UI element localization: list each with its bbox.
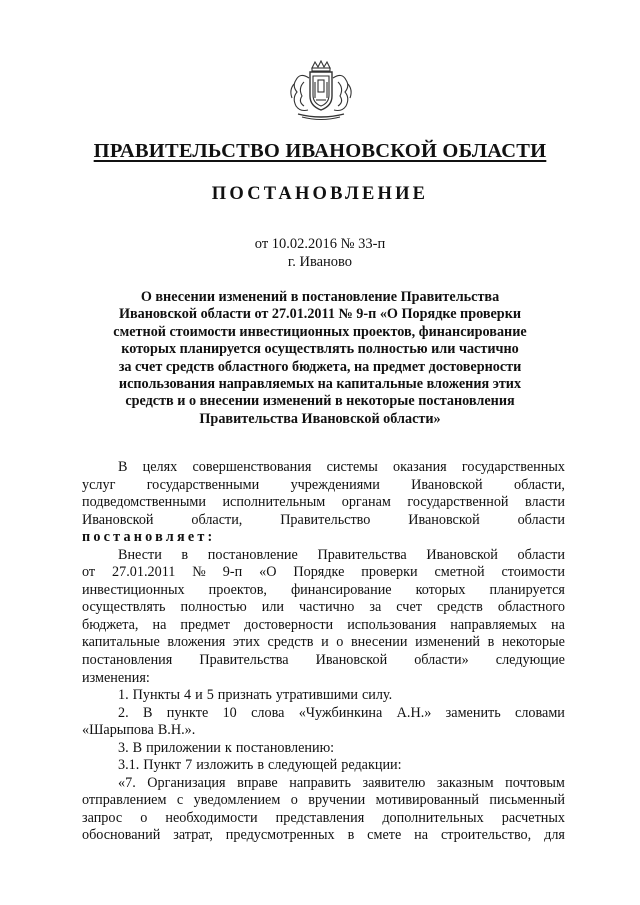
word: постановления — [82, 652, 173, 669]
body-line — [82, 547, 565, 565]
body-line — [82, 512, 565, 530]
word: Ивановской — [411, 476, 483, 493]
word: 9-п — [222, 564, 243, 581]
word: предмет — [180, 616, 230, 633]
word: № — [192, 564, 206, 581]
body-line — [82, 634, 565, 652]
word: А.Н.» — [396, 704, 432, 721]
word: силу. — [361, 687, 393, 704]
subject-line: средств и о внесении изменений в некоторые постановления — [125, 393, 515, 410]
word: Внести — [118, 546, 162, 563]
word: изменений — [415, 634, 481, 651]
word: 5 — [206, 687, 214, 704]
subject-line: Ивановской области от 27.01.2011 № 9-п «О Порядке проверки — [118, 306, 522, 323]
document-subject — [60, 289, 580, 428]
word: Пункты — [132, 687, 181, 704]
word: о — [290, 792, 298, 809]
government-title: ПРАВИТЕЛЬСТВО ИВАНОВСКОЙ ОБЛАСТИ — [93, 140, 547, 162]
word: за — [369, 599, 382, 616]
word: смете — [367, 827, 402, 844]
word: В — [132, 739, 143, 756]
word: 7 — [185, 757, 193, 774]
body-line — [82, 652, 565, 670]
word: Правительство — [280, 511, 371, 528]
body-line — [82, 599, 565, 617]
word: постановлению: — [235, 739, 335, 756]
word: заказным — [436, 774, 494, 791]
word: области» — [414, 652, 469, 669]
word: области, — [513, 476, 565, 493]
word: власти — [525, 494, 565, 511]
word: инвестиционных — [82, 581, 185, 598]
body-line — [82, 705, 565, 723]
word: 3.1. — [118, 757, 140, 774]
word: государственных — [461, 459, 565, 475]
document-date-number: от 10.02.2016 № 33-п — [254, 236, 386, 252]
subject-line: сметной стоимости инвестиционных проектов, финансирование — [113, 323, 527, 340]
word: на — [551, 616, 565, 633]
word: счет — [396, 599, 422, 616]
word: мотивированный — [375, 792, 479, 809]
word: исполнительным — [222, 494, 326, 511]
word: словами — [515, 704, 565, 721]
word: пункте — [166, 704, 209, 721]
word: планируется — [489, 581, 565, 598]
word: В — [118, 459, 128, 475]
body-line — [82, 564, 565, 582]
word: средств — [267, 634, 314, 651]
word: органам — [341, 494, 391, 511]
word: «Чужбинкина — [298, 704, 383, 721]
word: В — [142, 704, 153, 721]
body-line — [82, 617, 565, 635]
word: государственной — [407, 494, 509, 511]
word: затрат, — [173, 827, 213, 844]
word: предусмотренных — [225, 827, 335, 844]
word: и — [321, 634, 329, 651]
body-line — [82, 757, 565, 775]
word: заявителю — [362, 774, 426, 791]
word: следующие — [495, 652, 565, 669]
word: этих — [232, 634, 260, 651]
word: достоверности — [243, 616, 334, 633]
word: Порядке — [293, 564, 345, 581]
body-line — [82, 494, 565, 512]
word: обоснований — [82, 827, 161, 844]
word: стоимости — [501, 564, 565, 581]
word: слова — [251, 704, 285, 721]
body-line — [82, 477, 565, 495]
word: с — [176, 792, 184, 809]
word: капитальные — [82, 634, 160, 651]
document-type: ПОСТАНОВЛЕНИЕ — [211, 184, 429, 204]
body-line — [82, 670, 565, 688]
word: учреждениями — [290, 476, 380, 493]
body-line — [82, 810, 565, 828]
ivanovo-coat-of-arms-icon — [286, 60, 356, 122]
word: дополнительных — [382, 809, 484, 826]
word: изложить — [196, 757, 254, 774]
word: финансирование — [290, 581, 392, 598]
word: в — [347, 827, 355, 844]
word: почтовым — [505, 774, 565, 791]
word: и — [195, 687, 203, 704]
word: 1. — [118, 687, 129, 704]
word: внесении — [350, 634, 408, 651]
body-line — [82, 740, 565, 758]
word: 10 — [222, 704, 237, 721]
word: вправе — [237, 774, 278, 791]
word: следующей — [268, 757, 338, 774]
word: Пункт — [143, 757, 182, 774]
word: проектов, — [208, 581, 267, 598]
word: о — [140, 809, 148, 826]
body-line — [82, 459, 565, 477]
word: оказания — [393, 459, 447, 475]
word: проверки — [361, 564, 418, 581]
word: расчетных — [501, 809, 565, 826]
word: системы — [326, 459, 378, 475]
word: области — [517, 546, 565, 563]
word: полностью — [180, 599, 247, 616]
word: запрос — [82, 809, 123, 826]
word: некоторые — [501, 634, 565, 651]
word: представления — [275, 809, 365, 826]
word: области — [517, 511, 565, 528]
word: направляемых — [450, 616, 538, 633]
word: Ивановской — [315, 652, 388, 669]
word: сметной — [434, 564, 485, 581]
body-line — [82, 792, 565, 810]
body-line — [82, 827, 565, 845]
word: 2. — [118, 704, 129, 721]
word: «О — [259, 564, 277, 581]
word: Организация — [147, 774, 226, 791]
word: приложении — [146, 739, 221, 756]
subject-line: которых планируется осуществлять полностью или частично — [121, 341, 519, 358]
word: областного — [497, 599, 565, 616]
word: совершенствования — [192, 459, 312, 475]
word: области, — [191, 511, 243, 528]
word: Ивановской — [426, 546, 498, 563]
word: «7. — [118, 774, 136, 791]
word: уведомлением — [193, 792, 281, 809]
word: 27.01.2011 — [112, 564, 176, 581]
body-line — [82, 582, 565, 600]
word: письменный — [489, 792, 565, 809]
word: изменения: — [82, 669, 150, 686]
body-line — [82, 775, 565, 793]
word: Правительства — [317, 546, 407, 563]
subject-line: использования направляемых на капитальные вложения этих — [118, 376, 522, 393]
subject-line: О внесении изменений в постановление Правительства — [140, 289, 500, 305]
body-line — [82, 687, 565, 705]
word: Правительства — [199, 652, 289, 669]
word: целях — [142, 459, 178, 475]
word: постановление — [207, 546, 298, 563]
word: признать — [217, 687, 272, 704]
word: в — [487, 634, 495, 651]
word: к — [224, 739, 232, 756]
subject-line: за счет средств областного бюджета, на предмет достоверности — [118, 358, 522, 375]
word: Ивановской — [82, 511, 154, 528]
word: услуг — [82, 476, 116, 493]
word: 3. — [118, 739, 129, 756]
word: утратившими — [275, 687, 358, 704]
word: в — [181, 546, 189, 563]
word: строительство, — [440, 827, 532, 844]
word: направить — [289, 774, 351, 791]
word: которых — [415, 581, 466, 598]
word: отправлением — [82, 792, 167, 809]
word: В.Н.». — [157, 722, 196, 739]
document-body — [82, 459, 565, 845]
word: «Шарыпова — [82, 722, 154, 739]
word: от — [82, 564, 96, 581]
document-city: г. Иваново — [287, 254, 353, 270]
word: редакции: — [341, 757, 402, 774]
word: или — [261, 599, 284, 616]
word: бюджета, — [82, 616, 139, 633]
word: использования — [347, 616, 437, 633]
word: необходимости — [165, 809, 258, 826]
word: в — [257, 757, 265, 774]
word: для — [544, 827, 565, 844]
word: средств — [436, 599, 483, 616]
word: подведомственными — [82, 494, 206, 511]
word: Ивановской — [408, 511, 480, 528]
body-line — [82, 722, 565, 740]
word: вручении — [308, 792, 366, 809]
word: частично — [299, 599, 355, 616]
word: 4 — [184, 687, 192, 704]
word: на — [414, 827, 429, 844]
word: осуществлять — [82, 599, 166, 616]
word: заменить — [445, 704, 501, 721]
word: государственными — [146, 476, 260, 493]
body-line: постановляет: — [82, 529, 216, 546]
word: о — [336, 634, 344, 651]
subject-line: Правительства Ивановской области» — [199, 410, 441, 427]
word: вложения — [167, 634, 226, 651]
word: на — [152, 616, 167, 633]
